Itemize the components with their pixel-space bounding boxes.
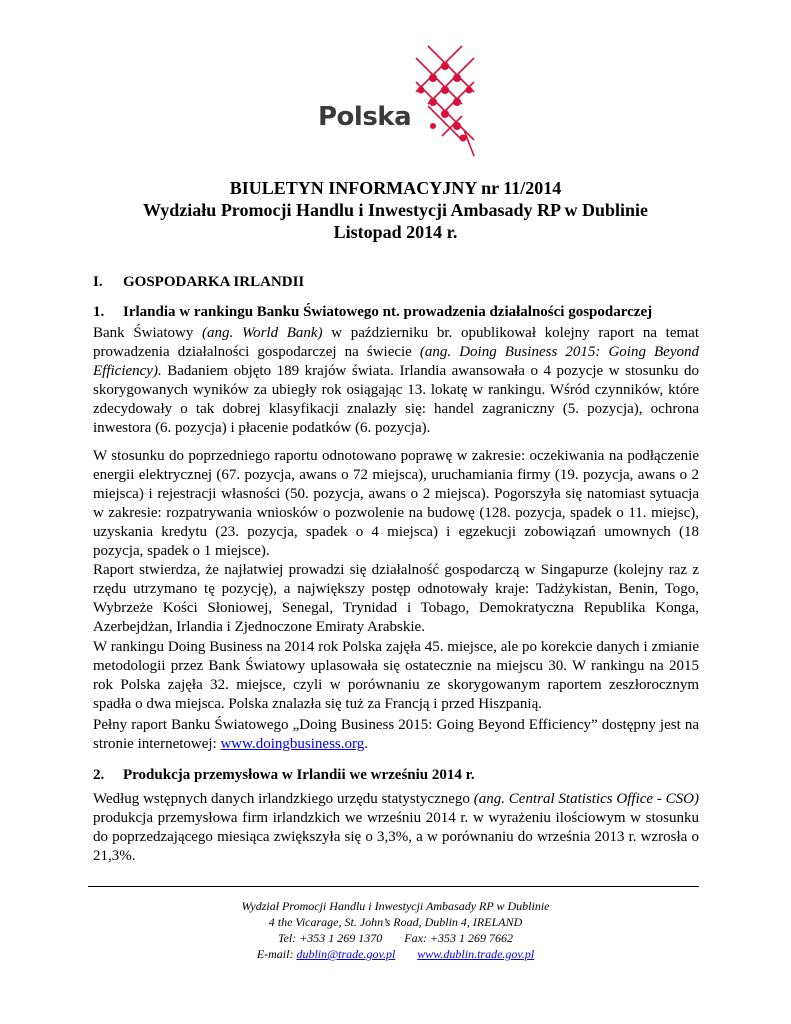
article-1-number: 1. (93, 304, 105, 320)
footer-email-label: E-mail: (256, 947, 297, 961)
article-2-number: 2. (93, 767, 105, 783)
article-1-heading (93, 303, 699, 322)
logo-wordmark: Polska (318, 102, 412, 132)
article-1-paragraph-5 (93, 716, 699, 754)
article-1-paragraph-2 (93, 447, 699, 561)
article-2 (93, 766, 699, 785)
polska-logo-icon (402, 44, 488, 160)
text-run: w październiku br. opublikował kolejny raport na temat prowadzenia działalności gospodarczej na świecie (93, 325, 699, 360)
text-run: Bank Światowy (93, 325, 203, 341)
text-run: . (364, 736, 368, 752)
bulletin-header (0, 177, 791, 243)
article-1 (93, 303, 699, 322)
text-run: Badaniem objęto 189 krajów świata. Irlandia awansowała o 4 pozycje w stosunku do skorygowanych wyników za ubiegły rok osiągając 13. lokatę w rankingu. Wśród czynników, które zdecydowały o tak dobrej klasyfikacji znalazły się: handel zagraniczny (5. pozycja), ochrona inwestora (6. pozycja) i płacenie podatków (6. pozycja). (93, 363, 699, 436)
footer-tel: Tel: +353 1 269 1370 (277, 931, 383, 945)
page-footer (0, 898, 791, 962)
doingbusiness-link[interactable]: www.doingbusiness.org (220, 736, 365, 752)
text-run: produkcja przemysłowa firm irlandzkich we wrześniu 2014 r. w wyrażeniu ilościowym w stosunku do poprzedzającego miesiąca zwiększyła się o 3,3%, a w porównaniu do września 2013 r. wzrosła o 21,3%. (93, 810, 699, 864)
article-1-paragraph-3 (93, 561, 699, 637)
footer-website-link[interactable]: www.dublin.trade.gov.pl (417, 947, 535, 961)
section-heading (93, 274, 304, 291)
article-1-paragraph-1 (93, 324, 699, 438)
footer-address: 4 the Vicarage, St. John’s Road, Dublin 4, IRELAND (268, 915, 523, 929)
bulletin-title: BIULETYN INFORMACYJNY nr 11/2014 (229, 178, 562, 198)
footer-divider (88, 886, 699, 887)
footer-email-link[interactable]: dublin@trade.gov.pl (296, 947, 396, 961)
footer-fax: Fax: +353 1 269 7662 (404, 931, 514, 945)
bulletin-department: Wydziału Promocji Handlu i Inwestycji Ambasady RP w Dublinie (142, 200, 649, 220)
article-1-paragraph-4 (93, 638, 699, 714)
footer-contacts (0, 946, 791, 962)
footer-phone-fax (0, 930, 791, 946)
text-run-italic: (ang. World Bank) (202, 325, 323, 341)
footer-office: Wydział Promocji Handlu i Inwestycji Ambasady RP w Dublinie (241, 899, 550, 913)
paragraph-text: Raport stwierdza, że najłatwiej prowadzi się działalność gospodarczą w Singapurze (kolejny raz z rzędu utrzymano tę pozycję), a największy postęp odnotowały kraje: Tadżykistan, Benin, Togo, Wybrzeże Kości Słoniowej, Senegal, Trynidad i Tobago, Demokratyczna Republika Konga, Azerbejdżan, Irlandia i Zjednoczone Emiraty Arabskie. (93, 562, 699, 635)
polska-logo (318, 44, 488, 160)
article-1-title: Irlandia w rankingu Banku Światowego nt. prowadzenia działalności gospodarczej (123, 304, 653, 320)
article-2-paragraph-1 (93, 790, 699, 866)
text-run-italic: (ang. Central Statistics Office - CSO) (473, 791, 700, 807)
article-2-heading (93, 766, 699, 785)
text-run: Pełny raport Banku Światowego „Doing Business 2015: Going Beyond Efficiency” dostępny jest na stronie internetowej: (93, 717, 699, 752)
bulletin-date: Listopad 2014 r. (333, 222, 458, 242)
article-2-title: Produkcja przemysłowa w Irlandii we wrześniu 2014 r. (123, 767, 475, 783)
text-run: Według wstępnych danych irlandzkiego urzędu statystycznego (93, 791, 474, 807)
text-run-italic: (ang. Doing Business 2015: Going Beyond Efficiency). (93, 344, 699, 379)
section-title: GOSPODARKA IRLANDII (123, 274, 305, 290)
paragraph-text: W rankingu Doing Business na 2014 rok Polska zajęła 45. miejsce, ale po korekcie danych i zmianie metodologii przez Bank Światowy uplasowała się ostatecznie na miejscu 30. W rankingu na 2015 rok Polska zajęła 32. miejsce, czyli w porównaniu ze skorygowanym raportem zeszłorocznym spadła o dwa miejsca. Polska znalazła się tuż za Francją i przed Hiszpanią. (93, 639, 699, 712)
paragraph-text: W stosunku do poprzedniego raportu odnotowano poprawę w zakresie: oczekiwania na podłączenie energii elektrycznej (67. pozycja, awans o 72 miejsca), uruchamiania firmy (19. pozycja, awans o 2 miejsca) i rejestracji własności (50. pozycja, awans o 2 miejsca). Pogorszyła się natomiast sytuacja w zakresie: rozpatrywania wniosków o pozwolenie na budowę (128. pozycja, spadek o 11. miejsc), uzyskania kredytu (23. pozycja, spadek o 4 miejsca) i egzekucji zobowiązań umownych (18 pozycja, spadek o 1 miejsce). (93, 448, 699, 559)
section-number: I. (93, 274, 103, 290)
